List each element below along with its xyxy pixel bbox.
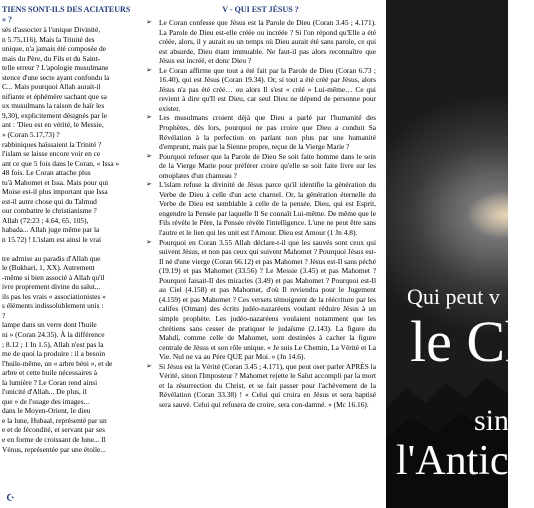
left-body: [0, 25, 133, 454]
left-text-line: ant ce que 5 fois dans le Coran, « Issa »: [2, 158, 120, 168]
left-text-line: » (Coran 5.17,73) ?: [2, 130, 60, 140]
left-text-line: ant : 'Dieu est en vérité, le Messie,: [2, 120, 104, 130]
arrow-bullet-icon: ➢: [146, 237, 152, 246]
left-text-line: ni » (Coran 24.35). À la différence: [2, 329, 105, 339]
left-text-line: Moise est-il plus important que Issa: [2, 187, 108, 197]
left-text-line: stence d'une secte ayant confondu la: [2, 72, 110, 82]
left-text-line: n 15.72) ! L'islam est ainsi le vrai: [2, 235, 102, 245]
left-text-line: 48 fois. Le Coran attache plus: [2, 168, 91, 178]
left-text-line: tu'à Mahomet et Issa. Mais pour qui: [2, 177, 109, 187]
cover-title-line-4: l'Antic: [396, 438, 509, 484]
bullet-text: L'islam refuse la divinité de Jésus parce qu'il identifie la génération du Verbe de Dieu à celle d'un acte charnel. Or, la génération éternelle du Verbe de Dieu est semblable à celle de la pensée. Dieu, qui est Esprit, engendre la Pensée par laquelle Il Se connaît Lui-même. De même que le Fils révèle le Père, la Pensée révèle l'intelligence. L'une ne peut être sans l'autre et le lien qui les unit est l'Amour. Dieu est Amour (1 Jn 4.8).: [159, 180, 376, 238]
middle-heading: V - QUI EST JÉSUS ?: [222, 5, 299, 14]
left-text-line: ils pas les vrais « associationistes »: [2, 291, 106, 301]
arrow-bullet-icon: ➢: [146, 65, 152, 74]
left-text-line: sés d'associer à l'unique Divinité,: [2, 25, 101, 34]
left-heading: TIENS SONT-ILS DES ACIATEURS » ?: [2, 5, 131, 24]
left-text-line: s éléments indissolublement unis :: [2, 301, 104, 311]
bullet-text: Si Jésus est la Vérité (Coran 3.45 ; 4.171), que peut oser parler APRÈS la Vérité, sinon l'Imposteur ? Mahomet rejette le Salut accompli par la mort et la résurrection du Christ, et se fait passer pour l'achèvement de la Révélation (Coran 33.38) ! « Celui qui croira en Jésus et sera baptisé sera sauvé. Celui qui refusera de croire, sera con-damné. » (Mc 16.16).: [159, 361, 376, 409]
left-text-line: telle erreur ? L'apologie musulmane: [2, 63, 109, 73]
left-text-line: C... Mais pourquoi Allah aurait-il: [2, 82, 101, 92]
cover-title-line-3: sinc: [474, 404, 523, 437]
left-text-line: mais du Père, du Fils et du Saint-: [2, 53, 101, 63]
bullet-text: Le Coran confesse que Jésus est la Parole de Dieu (Coran 3.45 ; 4.171). La Parole de Dieu est-elle créée ou incréée ? Si l'on répond qu'Elle a été créée, alors, il y aurait eu un temps où Dieu aurait été sans parole, ce qui est absurde, Dieu étant immuable. Ne faut-il pas alors reconnaître que Jésus est incréé, et donc Dieu ?: [159, 18, 376, 66]
left-text-line: habada... Allah juge même par la: [2, 225, 100, 235]
left-text-line: ?: [2, 310, 6, 320]
bullet-item: [145, 113, 376, 151]
bullet-text: Le Coran affirme que tout a été fait par la Parole de Dieu (Coran 6.73 ; 16.40), qui est Jésus (Coran 19.34). Or, si tout a été créé par Jésus, alors Jésus n'a pas été créé… ou alors Il s'est « créé » Lui-même… Ce qui revient à dire qu'Il est Dieu, car seul Dieu ne dépend de personne pour exister.: [159, 65, 376, 113]
arrow-bullet-icon: ➢: [146, 113, 152, 122]
left-text-line: la lumière ? Le Coran rend ainsi: [2, 377, 98, 387]
left-text-line: me de quoi la produire : il a besoin: [2, 349, 106, 359]
left-text-line: Allah (72:23 ; 4.64, 65, 105),: [2, 215, 89, 225]
cover-title-line-1: Qui peut v: [407, 284, 500, 309]
left-text-line: 9,30), explicitement désignés par le: [2, 110, 108, 120]
paragraph-gap: [0, 245, 133, 254]
arrow-bullet-icon: ➢: [146, 361, 152, 370]
left-text-line: e et de fécondité, et servant par ses: [2, 425, 106, 435]
arrow-bullet-icon: ➢: [146, 180, 152, 189]
bullet-item: [145, 238, 376, 362]
left-text-line: est-il autre chose qui du Talmud: [2, 196, 97, 206]
left-text-line: tre admise au paradis d'Allah que: [2, 253, 101, 263]
bullet-item: [145, 66, 376, 114]
left-text-line: nifiante et éphémère sachant que sa: [2, 91, 107, 101]
left-text-line: que » de l'usage des images...: [2, 396, 90, 406]
left-text-line: le (Bukhari, 1, XX). Autrement: [2, 263, 95, 273]
left-text-line: ; 8.12 ; 1 In 1.5), Allah n'est pas la: [2, 339, 104, 349]
left-text-line: ux musulmans la raison de haïr les: [2, 101, 105, 111]
crescent-moon-icon: ☪: [6, 493, 15, 504]
bullet-text: Pourquoi en Coran 3.55 Allah déclare-t-il que les sauvés sont ceux qui suivent Jésus, et non pas ceux qui suivent Mahomet ? Pourquoi Jésus est-Il né d'une vierge (Coran 66.12) et pas Mahomet ? Jésus est-Il sans péché (19.19) et pas Mahomet (33.56) ? Le Messie (3.45) et pas Mahomet ? Pourquoi faisait-Il des miracles (3.49) et pas Mahomet ? Pourquoi est-Il au Ciel (4.158) et pas Mahomet, d'où Il reviendra pour le Jugement (4.159) et pas Mahomet ? Ces versets témoignent de la réécriture par les califes (Otman) des écrits judéo-nazaréens voulant réduire Jésus à un simple prophète. Les judéo-nazaréens voulaient notamment que les chrétiens sans cesser de pratiquer le judaïsme (2.143). La figure du Mahdi, comme celle de Mahomet, sont destinées à cacher la figure centrale de Jésus et son rôle unique. « Je suis Le Chemin, La Vérité et La Vie. Nul ne va au Père QUE par Moi. » (Jn 14.6).: [159, 237, 376, 362]
left-text-line: ivre proprement divine du salut...: [2, 282, 101, 292]
left-text-line: e la lune, Hubaal, représenté par un: [2, 415, 107, 425]
left-text-line: dans le Moyen-Orient, le dieu: [2, 406, 91, 416]
bullet-text: Les musulmans croient déjà que Dieu a parlé par l'humanité des Prophètes, dès lors, pourquoi ne pas croire que Dieu a conduit Sa Révélation à la perfection en parlant non plus par une humanité d'emprunt, mais par la Sienne propre, reçue de la Vierge Marie ?: [159, 113, 376, 152]
left-text-line: our combattre le christianisme ?: [2, 206, 97, 216]
left-text-line: e en forme de croissant de lune... Il: [2, 434, 106, 444]
left-text-line: unique, n'a jamais été composée de: [2, 44, 106, 54]
bullet-item: [145, 362, 376, 410]
bullet-item: [145, 18, 376, 66]
left-text-line: n 5.75,116). Mais la Trinité des: [2, 34, 95, 44]
bullet-text: Pourquoi refuser que la Parole de Dieu Se soit faite homme dans le sein de la Vierge Marie pour préférer croire qu'elle se soit faite livre sur les omoplates d'un chameau ?: [159, 151, 376, 180]
middle-column: [143, 0, 376, 508]
left-text-line: l'unicité d'Allah... De plus, il: [2, 387, 87, 397]
middle-body: [145, 18, 376, 409]
cover-panel: [386, 0, 534, 508]
left-text-line: lampe dans un verre dont l'huile: [2, 320, 97, 330]
cover-title-line-2: le Ch: [410, 309, 534, 374]
left-text-line: l'huile-même, un « arbre béni », et de: [2, 358, 113, 368]
left-text-line: -même si bien associé à Allah qu'il: [2, 272, 105, 282]
left-text-line: arbre et cette huile nécessaires à: [2, 368, 97, 378]
bullet-item: [145, 152, 376, 181]
left-column: [0, 0, 133, 508]
arrow-bullet-icon: ➢: [146, 18, 152, 26]
left-text-line: rabbiniques haïssaient la Trinité ?: [2, 139, 102, 149]
arrow-bullet-icon: ➢: [146, 151, 152, 160]
left-text-line: Vénus, représentée par une étoile...: [2, 444, 106, 454]
bullet-item: [145, 180, 376, 237]
left-text-line: l'islam se laisse encore voir en ce: [2, 149, 101, 159]
